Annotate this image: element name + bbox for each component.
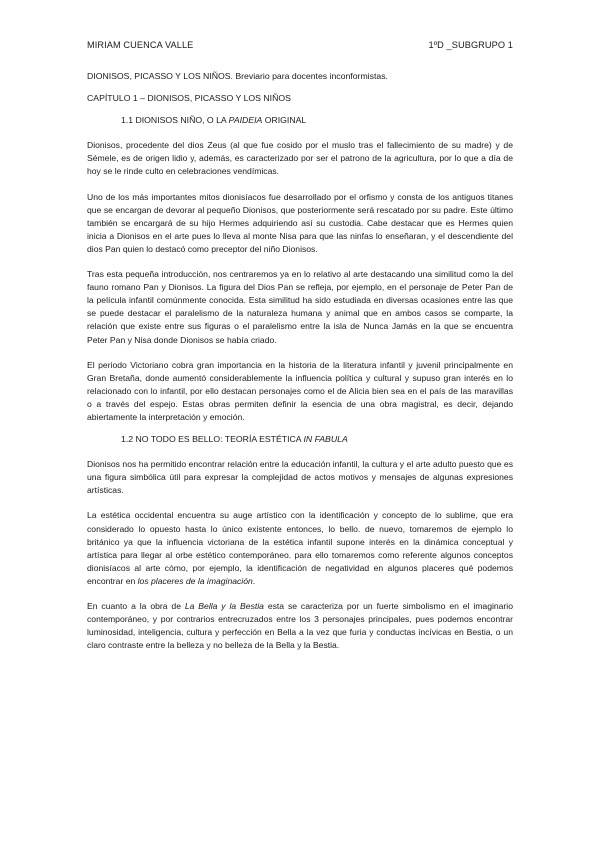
- paragraph-4: El periodo Victoriano cobra gran importancia en la historia de la literatura infantil y juvenil principalmente en Gran Bretaña, donde aumentó considerablemente la influencia política y cultural y supuso gran interés en lo relacionado con lo infantil, por ello destacan personajes como el de Alicia bien sea en el país de las maravillas o a través del espejo. Estas obras permiten definir la esencia de una obra magistral, es decir, dejando abiertamente la interpretación y emoción.: [87, 359, 513, 422]
- paragraph-5: Dionisos nos ha permitido encontrar relación entre la educación infantil, la cultura y el arte adulto puesto que es una figura simbólica útil para expresar la complejidad de actos motivos y mensajes de algunas expresiones artísticas.: [87, 459, 513, 496]
- paragraph-2: Uno de los más importantes mitos dionisíacos fue desarrollado por el orfismo y consta de los antiguos titanes que se encargan de devorar al pequeño Dionisos, que posteriormente será rescatado por su padre. Este último también se encargará de su hijo Hermes adquiriendo así su custodia. Cabe destacar que es Hermes quien inicia a Dionisos en el arte pues lo lleva al monte Nisa para que las ninfas lo enseñaran, y el descendiente del dios Pan quien lo destacó como preceptor del niño Dionisos.: [87, 191, 513, 254]
- section-1-1-prefix: 1.1 DIONISOS NIÑO, O LA: [121, 115, 229, 126]
- section-heading-1-1: [87, 114, 513, 127]
- section-1-1-emph: PAIDEIA: [228, 115, 263, 126]
- section-1-2-prefix: 1.2 NO TODO ES BELLO: TEORÍA ESTÉTICA: [121, 434, 304, 445]
- section-1-2-emph: IN FABULA: [303, 434, 348, 445]
- page-header: [87, 40, 513, 50]
- paragraph-7-start: En cuanto a la obra de: [87, 601, 185, 611]
- section-heading-1-2: [87, 433, 513, 446]
- paragraph-6: [87, 509, 513, 588]
- paragraph-7-text: esta se caracteriza por un fuerte simbolismo en el imaginario contemporáneo, y por contrarios entrecruzados entre los 3 personajes principales, pues podemos encontrar luminosidad, inteligencia, cultura y perfección en Bella a la vez que furia y conductas incívicas en Bestia, o un claro contraste entre la belleza y no belleza de la Bella y la Bestia.: [87, 601, 513, 651]
- section-1-1-suffix: ORIGINAL: [262, 115, 307, 126]
- paragraph-6-emph: los placeres de la imaginación: [137, 575, 253, 586]
- document-body: [87, 70, 513, 652]
- document-title: DIONISOS, PICASSO Y LOS NIÑOS. Breviario para docentes inconformistas.: [87, 71, 388, 81]
- paragraph-7: [87, 600, 513, 652]
- paragraph-3: Tras esta pequeña introducción, nos centraremos ya en lo relativo al arte destacando una similitud como la del fauno romano Pan y Dionisos. La figura del Dios Pan se refleja, por ejemplo, en el personaje de Peter Pan de la película infantil comúnmente conocida. Esta similitud ha sido estudiada en diversas ocasiones entre las que se puede destacar el paralelismo de la naturaleza humana y animal que en ambos casos se comparte, la relación que existe entre sus figuras o el paralelismo entre la isla de Nunca Jamás en la que se encuentra Peter Pan y Nisa donde Dionisos se había criado.: [87, 269, 513, 345]
- group-label: 1ºD _SUBGRUPO 1: [428, 40, 513, 50]
- chapter-heading: CAPÍTULO 1 – DIONISOS, PICASSO Y LOS NIÑOS: [87, 93, 291, 104]
- paragraph-1: Dionisos, procedente del dios Zeus (al que fue cosido por el muslo tras el fallecimiento de su madre) y de Sémele, es de origen lidio y, además, es caracterizado por ser el patrono de la agricultura, por lo que a día de hoy se le rinde culto en celebraciones vendímicas.: [87, 140, 513, 177]
- paragraph-7-emph: La Bella y la Bestia: [184, 601, 264, 611]
- author-name: MIRIAM CUENCA VALLE: [87, 40, 194, 50]
- paragraph-6-end: .: [252, 575, 256, 586]
- paragraph-6-text: La estética occidental encuentra su auge artístico con la identificación y concepto de lo sublime, que era considerado lo opuesto hasta lo único existente entonces, lo bello. de nuevo, tomaremos de ejemplo lo británico ya que la influencia victoriana de la estética infantil supone interés en la dinámica conceptual y artística para llegar al orbe estético contemporáneo. para ello tomaremos como referente algunos conceptos dionisíacos al arte cómo, por ejemplo, la identificación de negatividad en algunos placeres qué podemos encontrar en: [87, 510, 513, 586]
